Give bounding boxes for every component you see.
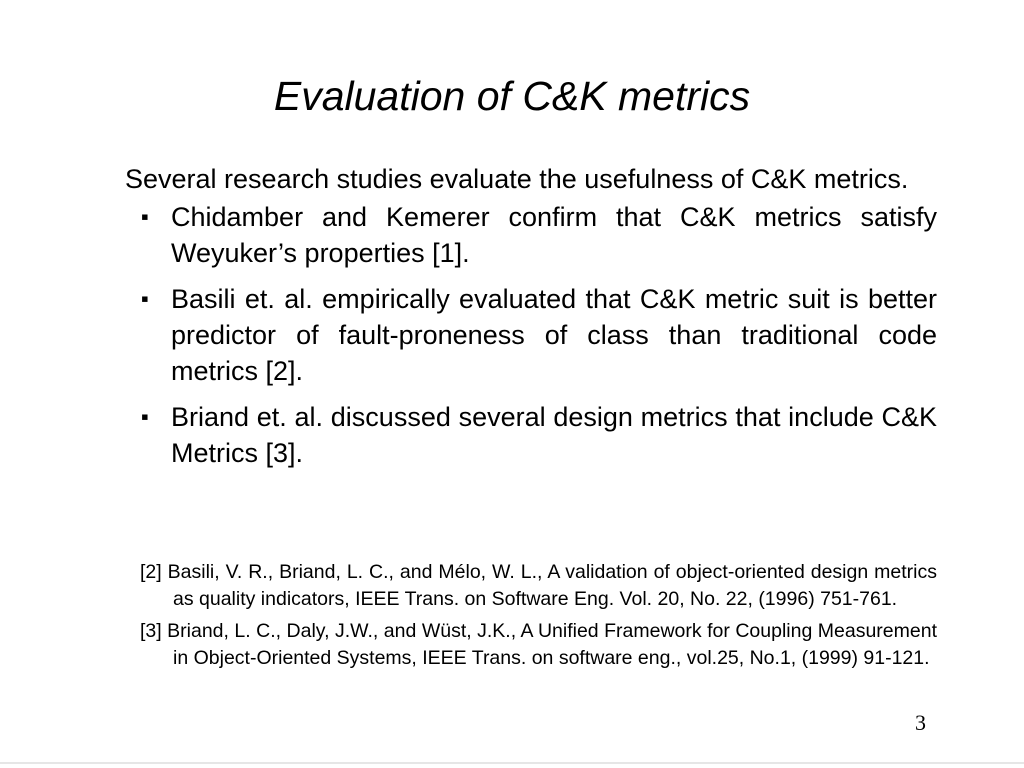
intro-text: Several research studies evaluate the usefulness of C&K metrics. [125, 164, 909, 194]
bullet-item [125, 399, 937, 471]
slide-title: Evaluation of C&K metrics [273, 73, 751, 119]
bullet-item [125, 281, 937, 389]
references [140, 559, 937, 677]
bullet-text: Basili et. al. empirically evaluated that C&K metric suit is better predictor of fault-proneness of class than traditional code metrics [2]. [171, 284, 937, 386]
reference-item: [2] Basili, V. R., Briand, L. C., and Mélo, W. L., A validation of object-oriented design metrics as quality indicators, IEEE Trans. on Software Eng. Vol. 20, No. 22, (1996) 751-761. [140, 561, 937, 610]
bullet-marker-icon: ▪ [141, 286, 149, 311]
reference-item: [3] Briand, L. C., Daly, J.W., and Wüst, J.K., A Unified Framework for Coupling Measurement in Object-Oriented Systems, IEEE Trans. on software eng., vol.25, No.1, (1999) 91-121. [140, 620, 937, 669]
bullet-item [125, 199, 937, 271]
bottom-divider [0, 762, 1024, 764]
page-number: 3 [915, 710, 926, 735]
bullet-text: Chidamber and Kemerer confirm that C&K metrics satisfy Weyuker’s properties [1]. [171, 202, 937, 268]
bullet-marker-icon: ▪ [141, 204, 149, 229]
bullet-text: Briand et. al. discussed several design metrics that include C&K Metrics [3]. [171, 402, 937, 468]
slide-body [125, 161, 937, 481]
bullet-list [125, 199, 937, 471]
bullet-marker-icon: ▪ [141, 404, 149, 429]
